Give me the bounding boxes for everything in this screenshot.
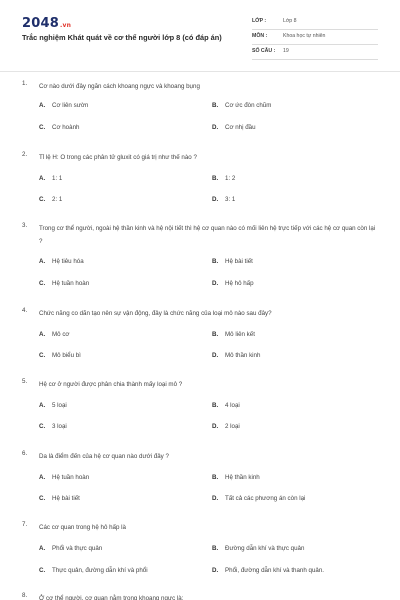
option-letter: B. bbox=[212, 402, 219, 409]
option-letter: C. bbox=[39, 124, 46, 131]
option-b[interactable] bbox=[212, 258, 253, 265]
option-text: Hệ bài tiết bbox=[225, 258, 253, 265]
question-text: Da là điểm đến của hệ cơ quan nào dưới đây ? bbox=[39, 453, 169, 460]
question-text: Tỉ lệ H: O trong các phân tử gluxit có giá trị như thế nào ? bbox=[39, 154, 197, 161]
logo-text: 2048 bbox=[22, 16, 59, 31]
question-number: 8. bbox=[22, 592, 28, 599]
option-b[interactable] bbox=[212, 402, 240, 409]
option-letter: C. bbox=[39, 196, 46, 203]
option-text: Mô thần kinh bbox=[225, 352, 261, 359]
option-text: Mô biểu bì bbox=[52, 352, 81, 359]
option-a[interactable] bbox=[39, 474, 89, 481]
option-b[interactable] bbox=[212, 102, 271, 109]
option-letter: D. bbox=[212, 567, 219, 574]
option-letter: C. bbox=[39, 567, 46, 574]
option-text: 2: 1 bbox=[52, 196, 63, 203]
option-b[interactable] bbox=[212, 175, 235, 182]
option-text: Phổi và thực quản bbox=[52, 545, 103, 552]
meta-label: SỐ CÂU : bbox=[252, 48, 276, 54]
option-text: Cơ hoành bbox=[52, 124, 80, 131]
option-letter: C. bbox=[39, 495, 46, 502]
option-d[interactable] bbox=[212, 567, 324, 574]
option-text: Thực quản, đường dẫn khí và phổi bbox=[52, 567, 148, 574]
option-c[interactable] bbox=[39, 280, 89, 287]
question-number: 6. bbox=[22, 450, 28, 457]
option-text: Hệ hô hấp bbox=[225, 280, 254, 287]
question-text: Các cơ quan trong hệ hô hấp là bbox=[39, 524, 126, 531]
question-number: 1. bbox=[22, 80, 28, 87]
meta-row-count bbox=[252, 45, 378, 60]
meta-value: Lớp 8 bbox=[283, 18, 297, 24]
site-logo[interactable] bbox=[22, 16, 71, 31]
option-letter: D. bbox=[212, 124, 219, 131]
page-title: Trắc nghiệm Khát quát về cơ thể người lớp 8 (có đáp án) bbox=[22, 33, 222, 42]
option-b[interactable] bbox=[212, 474, 260, 481]
option-letter: B. bbox=[212, 175, 219, 182]
option-letter: C. bbox=[39, 352, 46, 359]
option-d[interactable] bbox=[212, 423, 240, 430]
option-c[interactable] bbox=[39, 495, 80, 502]
option-letter: B. bbox=[212, 102, 219, 109]
option-c[interactable] bbox=[39, 124, 79, 131]
meta-value: Khoa học tự nhiên bbox=[283, 33, 326, 39]
option-text: Cơ nhị đầu bbox=[225, 124, 256, 131]
question-text: Cơ nào dưới đây ngăn cách khoang ngực và khoang bụng bbox=[39, 83, 200, 90]
option-text: 3 loại bbox=[52, 423, 67, 430]
option-letter: A. bbox=[39, 102, 46, 109]
worksheet-header bbox=[0, 0, 400, 72]
option-text: 2 loại bbox=[225, 423, 240, 430]
option-letter: B. bbox=[212, 545, 219, 552]
question-number: 5. bbox=[22, 378, 28, 385]
option-text: Hệ thần kinh bbox=[225, 474, 260, 481]
option-letter: A. bbox=[39, 474, 46, 481]
option-a[interactable] bbox=[39, 258, 84, 265]
option-a[interactable] bbox=[39, 102, 88, 109]
header-divider bbox=[0, 71, 400, 72]
option-text: Đường dẫn khí và thực quản bbox=[225, 545, 305, 552]
question-text: Hệ cơ ở người được phân chia thành mấy loại mô ? bbox=[39, 381, 183, 388]
option-text: 1: 2 bbox=[225, 175, 236, 182]
option-b[interactable] bbox=[212, 545, 304, 552]
option-c[interactable] bbox=[39, 196, 62, 203]
question-text: Trong cơ thể người, ngoài hệ thần kinh và hệ nội tiết thì hệ cơ quan nào có mối liên hệ trực tiếp với các hệ cơ quan còn lại ? bbox=[39, 225, 376, 245]
option-d[interactable] bbox=[212, 495, 305, 502]
option-text: 4 loại bbox=[225, 402, 240, 409]
question-number: 3. bbox=[22, 222, 28, 229]
option-text: Tất cả các phương án còn lại bbox=[225, 495, 306, 502]
question-text: Ở cơ thể người, cơ quan nằm trong khoang ngực là: bbox=[39, 595, 184, 600]
option-text: 5 loại bbox=[52, 402, 67, 409]
logo-suffix: .vn bbox=[59, 22, 72, 29]
option-text: 1: 1 bbox=[52, 175, 63, 182]
option-a[interactable] bbox=[39, 402, 67, 409]
option-d[interactable] bbox=[212, 352, 260, 359]
option-letter: B. bbox=[212, 331, 219, 338]
option-b[interactable] bbox=[212, 331, 255, 338]
meta-label: MÔN : bbox=[252, 33, 268, 39]
question-number: 4. bbox=[22, 307, 28, 314]
option-letter: C. bbox=[39, 280, 46, 287]
option-text: Hệ tuần hoàn bbox=[52, 280, 90, 287]
option-text: Mô cơ bbox=[52, 331, 70, 338]
meta-row-subject bbox=[252, 30, 378, 45]
option-letter: B. bbox=[212, 258, 219, 265]
question-number: 7. bbox=[22, 521, 28, 528]
option-a[interactable] bbox=[39, 331, 69, 338]
meta-row-class bbox=[252, 15, 378, 30]
option-letter: D. bbox=[212, 495, 219, 502]
option-text: Cơ ức đòn chũm bbox=[225, 102, 272, 109]
option-letter: A. bbox=[39, 258, 46, 265]
option-letter: B. bbox=[212, 474, 219, 481]
option-c[interactable] bbox=[39, 352, 81, 359]
meta-label: LỚP : bbox=[252, 18, 267, 24]
meta-value: 19 bbox=[283, 48, 289, 54]
option-text: Cơ liên sườn bbox=[52, 102, 89, 109]
option-letter: D. bbox=[212, 352, 219, 359]
meta-info bbox=[252, 15, 378, 60]
option-text: Phổi, đường dẫn khí và thanh quản. bbox=[225, 567, 325, 574]
option-letter: D. bbox=[212, 280, 219, 287]
option-a[interactable] bbox=[39, 175, 62, 182]
option-c[interactable] bbox=[39, 567, 148, 574]
option-text: Hệ bài tiết bbox=[52, 495, 80, 502]
option-d[interactable] bbox=[212, 196, 235, 203]
option-letter: A. bbox=[39, 331, 46, 338]
question-number: 2. bbox=[22, 151, 28, 158]
option-letter: A. bbox=[39, 175, 46, 182]
option-d[interactable] bbox=[212, 124, 256, 131]
option-text: Mô liên kết bbox=[225, 331, 255, 338]
option-letter: A. bbox=[39, 402, 46, 409]
option-a[interactable] bbox=[39, 545, 102, 552]
option-text: Hệ tuần hoàn bbox=[52, 474, 90, 481]
option-text: 3: 1 bbox=[225, 196, 236, 203]
option-letter: C. bbox=[39, 423, 46, 430]
option-text: Hệ tiêu hóa bbox=[52, 258, 84, 265]
option-d[interactable] bbox=[212, 280, 254, 287]
option-letter: D. bbox=[212, 423, 219, 430]
option-c[interactable] bbox=[39, 423, 67, 430]
question-text: Chức năng co dãn tạo nên sự vận động, đây là chức năng của loại mô nào sau đây? bbox=[39, 310, 272, 317]
option-letter: D. bbox=[212, 196, 219, 203]
option-letter: A. bbox=[39, 545, 46, 552]
